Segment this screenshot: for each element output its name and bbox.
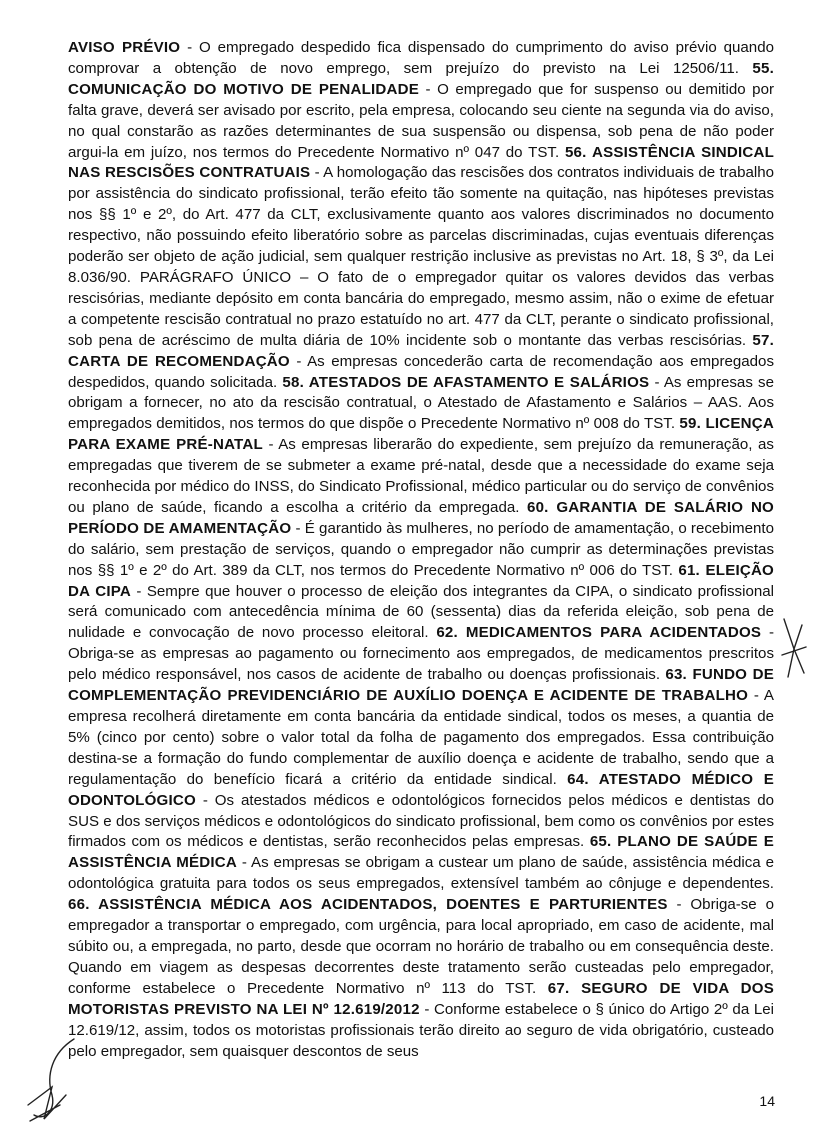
clause-body: - As empresas se obrigam a fornecer, no ato da rescisão contratual, o Atestado de Afastamento e Salários – AAS. Aos empregados demitidos, nos termos do que dispõe o Precedente Normativo nº 008 do TST. (68, 373, 774, 433)
clause-heading: 60. GARANTIA DE SALÁRIO NO PERÍODO DE AMAMENTAÇÃO (68, 498, 774, 537)
clause-body: - As empresas se obrigam a custear um plano de saúde, assistência médica e odontológica gratuita para todos os seus empregados, extensível também ao cônjuge e dependentes. (68, 854, 775, 893)
clause-heading: 64. ATESTADO MÉDICO E ODONTOLÓGICO (68, 770, 775, 809)
clause-heading: AVISO PRÉVIO (68, 39, 181, 56)
clause-heading: 59. LICENÇA PARA EXAME PRÉ-NATAL (68, 415, 774, 454)
clause-heading: 62. MEDICAMENTOS PARA ACIDENTADOS (436, 624, 762, 642)
clause-body: - Obriga-se o empregador a transportar o empregado, com urgência, para local apropriado, em caso de acidente, mal súbito ou, a empregada, no parto, desde que ocorram no horário de trabalho ou em consequência deste. Quando em viagem as despesas decorrentes deste tratamento serão custeadas pelo empregador, conforme estabelece o Precedente Normativo nº 113 do TST. (68, 896, 774, 997)
clause-heading: 66. ASSISTÊNCIA MÉDICA AOS ACIDENTADOS, DOENTES E PARTURIENTES (68, 896, 668, 914)
clause-text-block (68, 38, 774, 1062)
clause-body: - A empresa recolherá diretamente em conta bancária da entidade sindical, todos os meses, a quantia de 5% (cinco por cento) sobre o valor total da folha de pagamento dos empregados. Essa contribuição destina-se a formação do fundo complementar de auxílio doença e acidente de trabalho, sendo que a regulamentação do benefício ficará a critério da entidade sindical. (68, 687, 775, 788)
clause-heading: 67. SEGURO DE VIDA DOS MOTORISTAS PREVISTO NA LEI Nº 12.619/2012 (68, 979, 774, 1018)
clause-body: - O empregado despedido fica dispensado do cumprimento do aviso prévio quando comprovar a obtenção de novo emprego, sem prejuízo do previsto na Lei 12506/11. (68, 39, 774, 77)
clause-heading: 55. COMUNICAÇÃO DO MOTIVO DE PENALIDADE (68, 59, 774, 98)
clause-body: - As empresas liberarão do expediente, sem prejuízo da remuneração, as empregadas que tiverem de se submeter a exame pré-natal, desde que a necessidade do exame seja reconhecida por médico do INSS, do Sindicato Profissional, médico particular ou do serviço de convênios ou plano de saúde, ficando a escolha a critério da empregada. (68, 436, 774, 516)
clause-body: - O empregado que for suspenso ou demitido por falta grave, deverá ser avisado por escrito, pela empresa, colocando seu ciente na segunda via do aviso, no qual constarão as razões determinantes de sua suspensão ou dispensa, sob pena de não poder argui-la em juízo, nos termos do Precedente Normativo nº 047 do TST. (68, 80, 774, 161)
clause-heading: 57. CARTA DE RECOMENDAÇÃO (68, 331, 774, 370)
clause-body: - Sempre que houver o processo de eleição dos integrantes da CIPA, o sindicato profissional será comunicado com antecedência mínima de 60 (sessenta) dias da referida eleição, sob pena de nulidade e convocação de novo processo eleitoral. (68, 582, 774, 642)
clause-body: - Os atestados médicos e odontológicos fornecidos pelos médicos e dentistas do SUS e dos serviços médicos e odontológicos do sindicato profissional, bem como os convênios por estes firmados com os médicos e dentistas, serão reconhecidos pelas empresas. (68, 791, 774, 851)
clause-body: - É garantido às mulheres, no período de amamentação, o recebimento do salário, sem prestação de serviços, quando o empregador não cumprir as determinações previstas nos §§ 1º e 2º do Art. 389 da CLT, nos termos do Precedente Normativo nº 006 do TST. (68, 519, 774, 579)
clause-body: - A homologação das rescisões dos contratos individuais de trabalho por assistência do sindicato profissional, terão efeito tão somente na quitação, nas hipóteses previstas nos §§ 1º e 2º, do Art. 477 da CLT, exclusivamente quanto aos valores discriminados no documento respectivo, não possuindo efeito liberatório sobre as parcelas discriminadas, cujas eventuais diferenças poderão ser objeto de ação judicial, sem qualquer restrição inclusive as previstas no Art. 18, § 3º, da Lei 8.036/90. PARÁGRAFO ÚNICO – O fato de o empregador quitar os valores devidos das verbas rescisórias, mediante depósito em conta bancária do empregado, mesmo assim, não o exime de efetuar a competente rescisão contratual no prazo estatuído no art. 477 da CLT, perante o sindicato profissional, sob pena de acréscimo de multa diária de 10% incidente sob o montante das verbas rescisórias. (68, 164, 774, 349)
clause-body: - Obriga-se as empresas ao pagamento ou fornecimento aos empregados, de medicamentos prescritos pelo médico responsável, nos casos de acidente de trabalho ou doenças profissionais. (68, 624, 774, 684)
clause-heading: 58. ATESTADOS DE AFASTAMENTO E SALÁRIOS (282, 373, 650, 391)
clause-body: - Conforme estabelece o § único do Artigo 2º da Lei 12.619/12, assim, todos os motoristas profissionais terão direito ao seguro de vida obrigatório, custeado pelo empregador, sem quaisquer descontos de seus (68, 1000, 774, 1060)
handwritten-initials-bottom-left (22, 1035, 82, 1125)
handwritten-initials-right (778, 615, 808, 685)
clause-body: - As empresas concederão carta de recomendação aos empregados despedidos, quando solicitada. (68, 352, 775, 391)
clause-heading: 65. PLANO DE SAÚDE E ASSISTÊNCIA MÉDICA (68, 833, 774, 872)
page-number: 14 (759, 1093, 775, 1109)
clause-heading: 63. FUNDO DE COMPLEMENTAÇÃO PREVIDENCIÁRIO DE AUXÍLIO DOENÇA E ACIDENTE DE TRABALHO (68, 666, 774, 705)
clause-heading: 61. ELEIÇÃO DA CIPA (68, 561, 774, 600)
clause-heading: 56. ASSISTÊNCIA SINDICAL NAS RESCISÕES CONTRATUAIS (68, 143, 774, 182)
